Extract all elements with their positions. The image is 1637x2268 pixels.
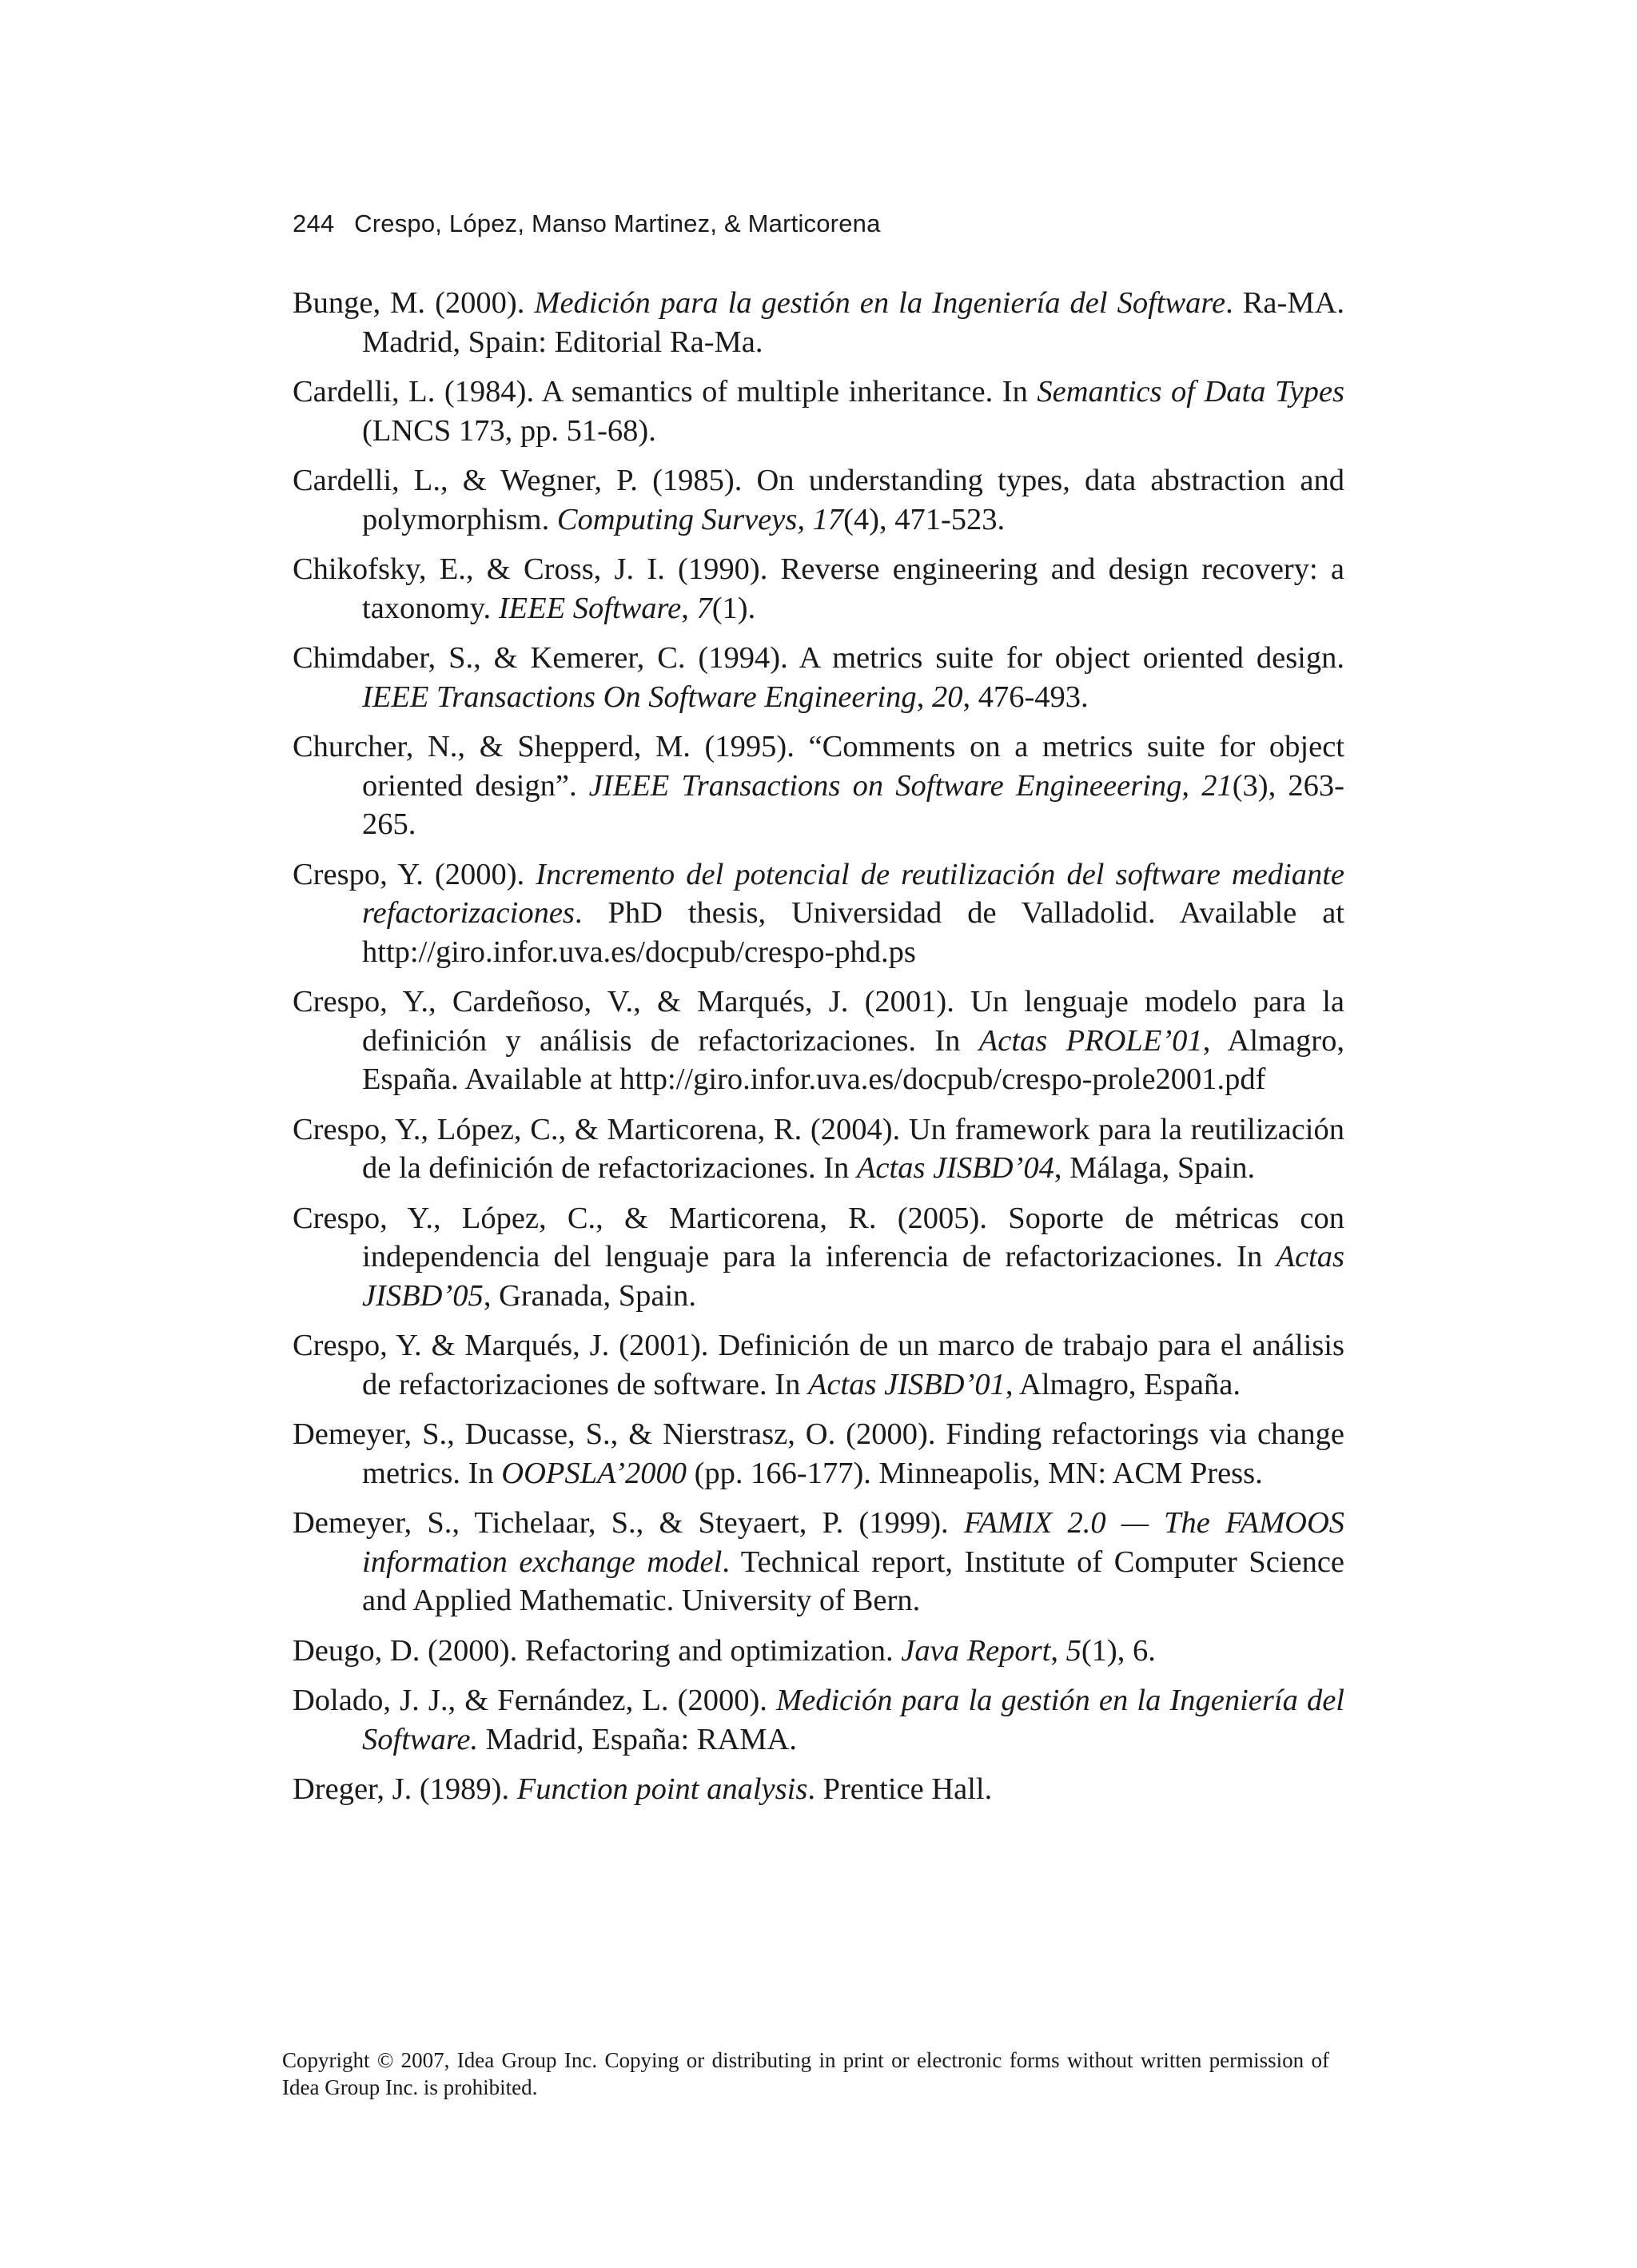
reference-text: Chikofsky, E., & Cross, J. I. (1990). Reverse engineering and design recovery: a taxonomy. bbox=[293, 552, 1344, 625]
reference-url[interactable]: http://giro.infor.uva.es/docpub/crespo-phd.ps bbox=[362, 935, 916, 969]
reference-text: (4), 471-523. bbox=[843, 502, 1006, 536]
reference-text: (1). bbox=[711, 591, 756, 625]
reference-text: , Málaga, Spain. bbox=[1053, 1151, 1256, 1185]
reference-item bbox=[293, 855, 1344, 972]
reference-text: . Prentice Hall. bbox=[807, 1772, 993, 1806]
reference-text: Cardelli, L., & Wegner, P. (1985). On understanding types, data abstraction and polymorphism. bbox=[293, 464, 1344, 536]
reference-title: Actas PROLE’01 bbox=[978, 1023, 1203, 1058]
reference-title: Actas JISBD’01 bbox=[807, 1367, 1006, 1401]
reference-text: , bbox=[681, 591, 697, 625]
reference-volume: 20 bbox=[931, 680, 963, 714]
reference-text: Bunge, M. (2000). bbox=[293, 286, 535, 320]
reference-text: Crespo, Y. & Marqués, J. (2001). Definición de un marco de trabajo para el análisis de refactorizaciones de software. In bbox=[293, 1329, 1344, 1401]
reference-title: Actas JISBD’05 bbox=[362, 1240, 1344, 1313]
reference-text: , 476-493. bbox=[962, 680, 1089, 714]
reference-item bbox=[293, 373, 1344, 450]
reference-text: , bbox=[916, 680, 932, 714]
reference-text: Churcher, N., & Shepperd, M. (1995). “Comments on a metrics suite for object oriented design”. bbox=[293, 730, 1344, 803]
reference-text: , Almagro, España. Available at bbox=[362, 1023, 1344, 1096]
reference-text: Demeyer, S., Ducasse, S., & Nierstrasz, O. (2000). Finding refactorings via change metrics. In bbox=[293, 1417, 1344, 1490]
reference-text: Cardelli, L. (1984). A semantics of multiple inheritance. In bbox=[293, 375, 1038, 409]
reference-title: Actas JISBD’04 bbox=[856, 1151, 1054, 1185]
reference-text: Demeyer, S., Tichelaar, S., & Steyaert, P. (1999). bbox=[293, 1506, 964, 1540]
reference-title: OOPSLA’2000 bbox=[501, 1456, 687, 1490]
reference-text: Crespo, Y., López, C., & Marticorena, R. (2005). Soporte de métricas con independencia del lenguaje para la inferencia de refactorizaciones. In bbox=[293, 1201, 1344, 1274]
reference-text: Chimdaber, S., & Kemerer, C. (1994). A metrics suite for object oriented design. bbox=[293, 641, 1344, 675]
reference-text: (1), 6. bbox=[1081, 1633, 1156, 1668]
reference-item bbox=[293, 639, 1344, 716]
reference-title: Medición para la gestión en la Ingeniería del Software bbox=[534, 286, 1226, 320]
reference-item bbox=[293, 1681, 1344, 1759]
reference-title: Computing Surveys, 17 bbox=[556, 502, 844, 536]
page-number: 244 bbox=[293, 209, 335, 237]
reference-text: . Ra-MA. Madrid, Spain: Editorial Ra-Ma. bbox=[362, 286, 1344, 359]
reference-text: , Almagro, España. bbox=[1005, 1367, 1241, 1401]
reference-url[interactable]: http://giro.infor.uva.es/docpub/crespo-prole2001.pdf bbox=[619, 1062, 1266, 1096]
reference-title: Java Report bbox=[901, 1633, 1051, 1668]
reference-text: Crespo, Y., López, C., & Marticorena, R. (2004). Un framework para la reutilización de la definición de refactorizaciones. In bbox=[293, 1112, 1344, 1185]
reference-item bbox=[293, 1632, 1344, 1671]
reference-list bbox=[293, 284, 1344, 1820]
reference-item bbox=[293, 727, 1344, 844]
reference-title: FAMIX 2.0 — The FAMOOS information exchange model bbox=[362, 1506, 1344, 1579]
reference-text: , bbox=[1050, 1633, 1066, 1668]
reference-title: Medición para la gestión en la Ingeniería del Software. bbox=[362, 1684, 1344, 1756]
running-head-authors: Crespo, López, Manso Martinez, & Marticorena bbox=[354, 209, 881, 237]
reference-text: Dolado, J. J., & Fernández, L. (2000). bbox=[293, 1684, 777, 1717]
reference-item bbox=[293, 1770, 1344, 1809]
reference-title: IEEE Software bbox=[498, 591, 682, 625]
reference-volume: 7 bbox=[696, 591, 712, 625]
reference-text: Deugo, D. (2000). Refactoring and optimization. bbox=[293, 1633, 902, 1668]
reference-title: Incremento del potencial de reutilización del software mediante refactorizaciones bbox=[362, 857, 1345, 930]
reference-item bbox=[293, 461, 1344, 539]
reference-text: Dreger, J. (1989). bbox=[293, 1772, 517, 1806]
reference-text: (LNCS 173, pp. 51-68). bbox=[362, 413, 656, 448]
reference-item bbox=[293, 1504, 1344, 1620]
reference-text: . Technical report, Institute of Computer Science and Applied Mathematic. University of Bern. bbox=[362, 1545, 1344, 1617]
reference-title: JIEEE Transactions on Software Engineeering, 21 bbox=[588, 768, 1233, 803]
reference-item bbox=[293, 1415, 1344, 1493]
reference-item bbox=[293, 983, 1344, 1099]
reference-text: . PhD thesis, Universidad de Valladolid. Available at bbox=[574, 896, 1344, 930]
reference-text: (pp. 166-177). Minneapolis, MN: ACM Press. bbox=[686, 1456, 1263, 1490]
reference-item bbox=[293, 1110, 1344, 1188]
reference-text: (3), 263-265. bbox=[362, 768, 1344, 841]
copyright-notice: Copyright © 2007, Idea Group Inc. Copying or distributing in print or electronic forms without written permission of Idea Group Inc. is prohibited. bbox=[282, 2048, 1329, 2099]
reference-item bbox=[293, 550, 1344, 628]
reference-item bbox=[293, 284, 1344, 361]
reference-volume: 5 bbox=[1065, 1633, 1081, 1668]
reference-text: Crespo, Y., Cardeñoso, V., & Marqués, J. (2001). Un lenguaje modelo para la definición y análisis de refactorizaciones. In bbox=[293, 985, 1344, 1058]
reference-title: IEEE Transactions On Software Engineering bbox=[362, 680, 917, 714]
reference-text: Madrid, España: RAMA. bbox=[478, 1722, 797, 1756]
reference-text: Crespo, Y. (2000). bbox=[293, 857, 536, 891]
reference-title: Semantics of Data Types bbox=[1037, 375, 1345, 409]
reference-item bbox=[293, 1199, 1344, 1316]
reference-item bbox=[293, 1326, 1344, 1404]
reference-title: Function point analysis bbox=[516, 1772, 808, 1806]
running-head bbox=[293, 209, 881, 238]
reference-text: , Granada, Spain. bbox=[483, 1278, 697, 1313]
